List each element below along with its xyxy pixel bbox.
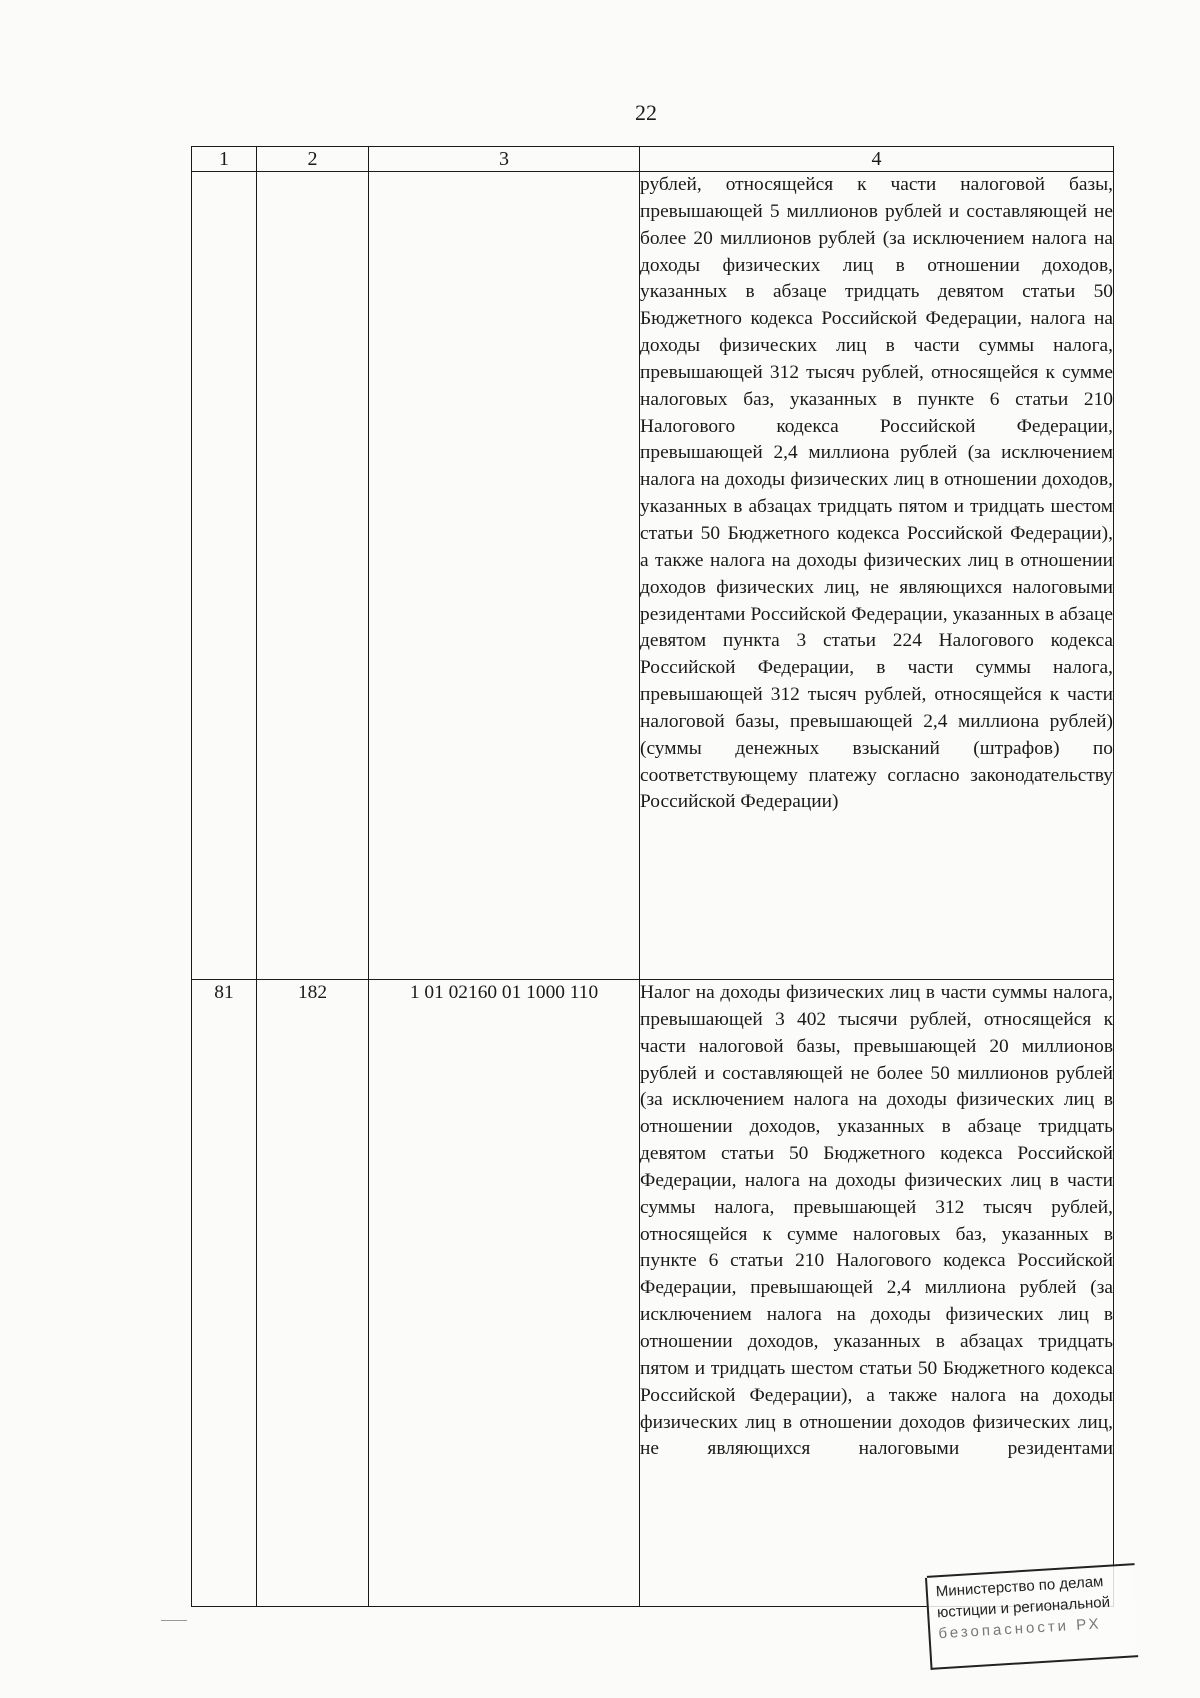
header-col-3: 3 — [369, 147, 640, 172]
description-cell: Налог на доходы физических лиц в части суммы налога, превышающей 3 402 тысячи рублей, относящейся к части налоговой базы, превышающей 20 миллионов рублей и составляющей не более 50 миллионов рублей (за исключением налога на доходы физических лиц в отношении доходов, указанных в абзаце тридцать девятом статьи 50 Бюджетного кодекса Российской Федерации, налога на доходы физических лиц в части суммы налога, превышающей 312 тысяч рублей, относящейся к сумме налоговых баз, указанных в пункте 6 статьи 210 Налогового кодекса Российской Федерации, превышающей 2,4 миллиона рублей (за исключением налога на доходы физических лиц в отношении доходов, указанных в абзацах тридцать пятом и тридцать шестом статьи 50 Бюджетного кодекса Российской Федерации), а также налога на доходы физических лиц в отношении доходов физических лиц, не являющихся налоговыми резидентами — [640, 980, 1114, 1607]
stamp-line-1: Министерство по делам — [935, 1573, 1104, 1601]
budget-codes-table — [191, 146, 1114, 1607]
row-number-cell — [192, 172, 257, 980]
table-row — [192, 980, 1114, 1607]
scan-artifact-line — [161, 1620, 187, 1621]
budget-code-cell: 1 01 02160 01 1000 110 — [369, 980, 640, 1607]
table-header-row — [192, 147, 1114, 172]
budget-code-cell — [369, 172, 640, 980]
header-col-2: 2 — [257, 147, 369, 172]
header-col-1: 1 — [192, 147, 257, 172]
admin-code-cell: 182 — [257, 980, 369, 1607]
table-row — [192, 172, 1114, 980]
stamp-line-3: безопасности РХ — [937, 1615, 1102, 1643]
ministry-stamp — [925, 1565, 1138, 1670]
header-col-4: 4 — [640, 147, 1114, 172]
row-number-cell: 81 — [192, 980, 257, 1607]
page-number: 22 — [635, 100, 657, 125]
description-cell: рублей, относящейся к части налоговой базы, превышающей 5 миллионов рублей и составляющей не более 20 миллионов рублей (за исключением налога на доходы физических лиц в отношении доходов, указанных в абзаце тридцать девятом статьи 50 Бюджетного кодекса Российской Федерации, налога на доходы физических лиц в части суммы налога, превышающей 312 тысяч рублей, относящейся к сумме налоговых баз, указанных в пункте 6 статьи 210 Налогового кодекса Российской Федерации, превышающей 2,4 миллиона рублей (за исключением налога на доходы физических лиц в отношении доходов, указанных в абзацах тридцать пятом и тридцать шестом статьи 50 Бюджетного кодекса Российской Федерации), а также налога на доходы физических лиц в отношении доходов физических лиц, не являющихся налоговыми резидентами Российской Федерации, указанных в абзаце девятом пункта 3 статьи 224 Налогового кодекса Российской Федерации, в части суммы налога, превышающей 312 тысяч рублей, относящейся к части налоговой базы, превышающей 2,4 миллиона рублей) (суммы денежных взысканий (штрафов) по соответствующему платежу согласно законодательству Российской Федерации) — [640, 172, 1114, 980]
admin-code-cell — [257, 172, 369, 980]
stamp-line-2: юстиции и региональной — [936, 1593, 1111, 1622]
